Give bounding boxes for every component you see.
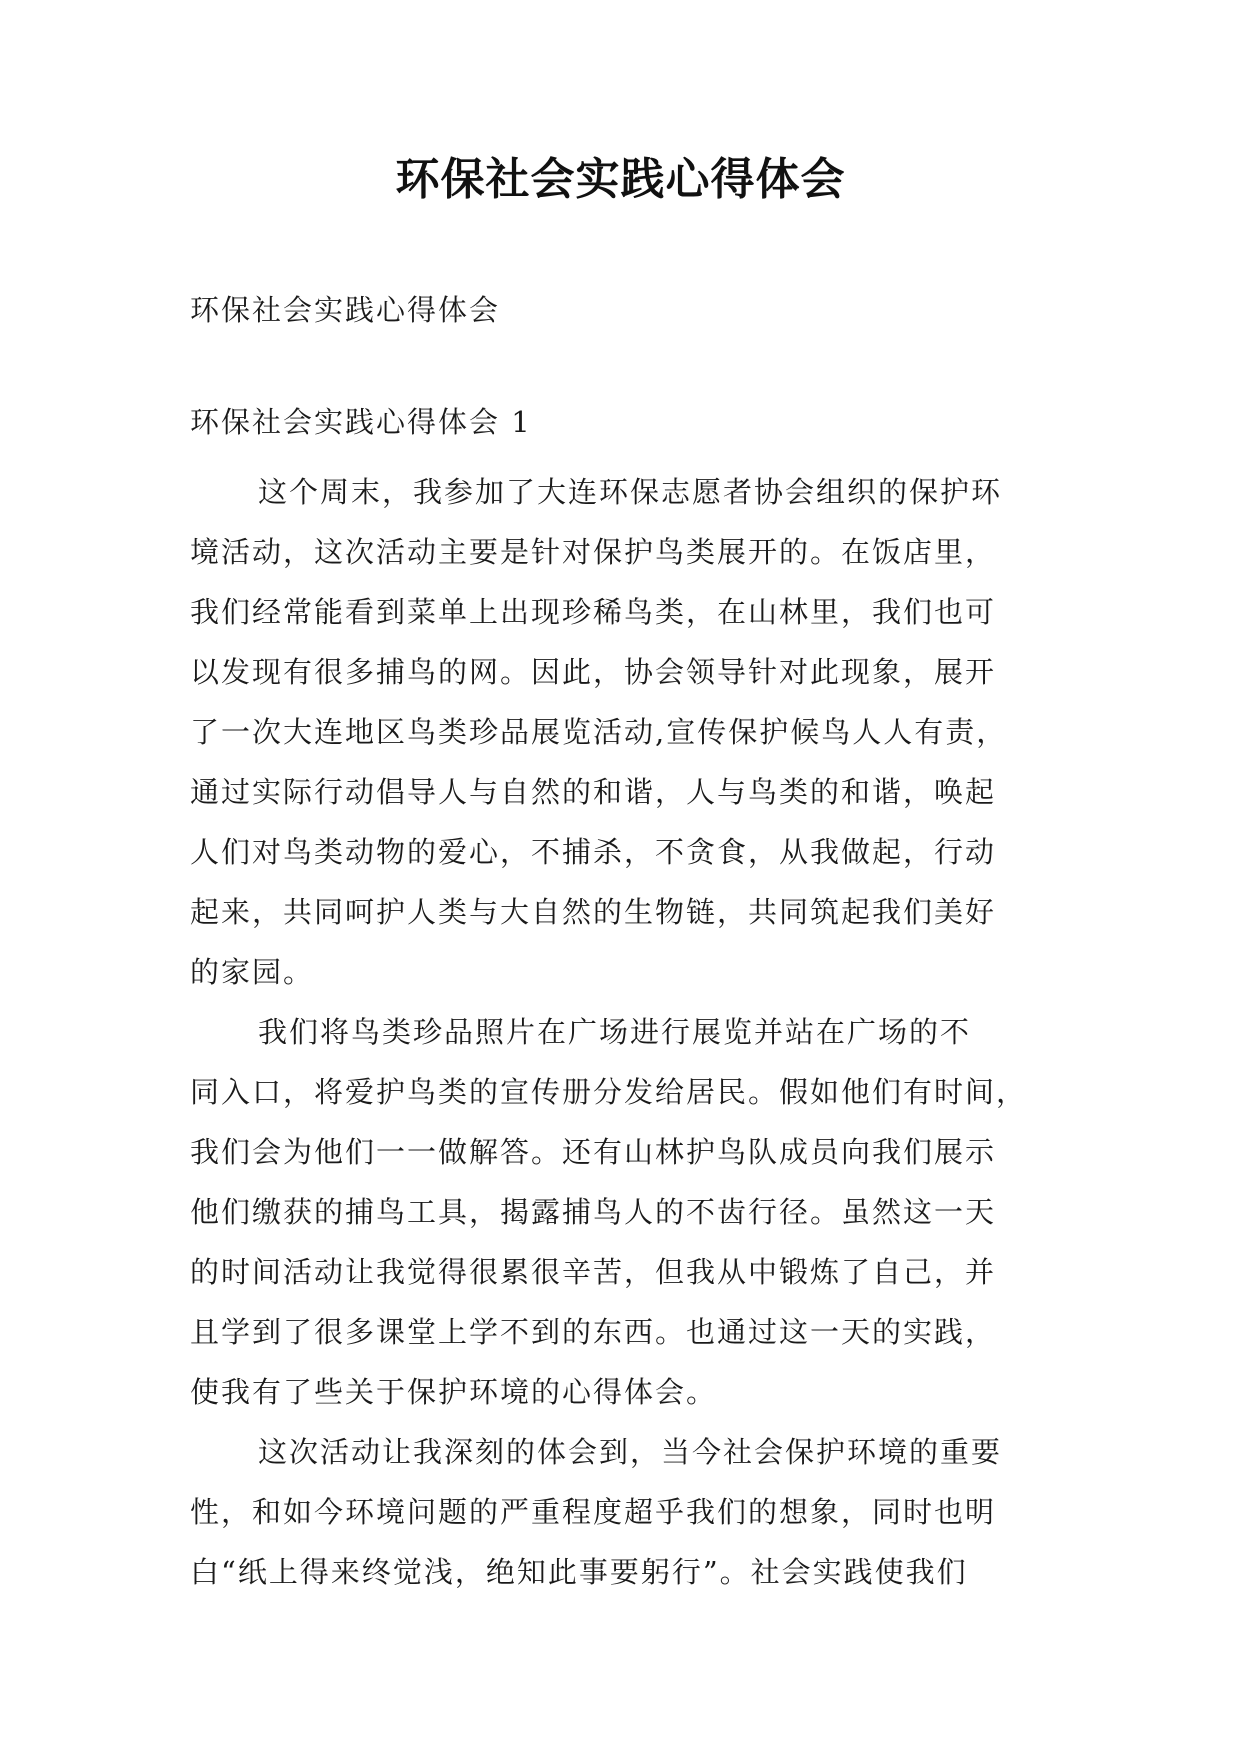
document-subtitle: 环保社会实践心得体会 (190, 293, 501, 327)
text-line: 使我有了些关于保护环境的心得体会。 (190, 1375, 718, 1409)
text-line: 的时间活动让我觉得很累很辛苦，但我从中锻炼了自己，并 (190, 1255, 997, 1289)
text-line: 了一次大连地区鸟类珍品展览活动,宣传保护候鸟人人有责， (190, 715, 1008, 749)
document-title: 环保社会实践心得体会 (395, 154, 846, 205)
section-heading: 环保社会实践心得体会 1 (190, 405, 532, 439)
text-line: 这个周末，我参加了大连环保志愿者协会组织的保护环 (258, 475, 1003, 509)
text-line: 同入口，将爱护鸟类的宣传册分发给居民。假如他们有时间， (190, 1075, 1028, 1109)
text-line: 这次活动让我深刻的体会到，当今社会保护环境的重要 (258, 1435, 1003, 1469)
text-line: 我们将鸟类珍品照片在广场进行展览并站在广场的不 (258, 1015, 972, 1049)
text-line: 他们缴获的捕鸟工具，揭露捕鸟人的不齿行径。虽然这一天 (190, 1195, 997, 1229)
text-line: 起来，共同呵护人类与大自然的生物链，共同筑起我们美好 (190, 895, 997, 929)
document-body (190, 402, 1050, 1602)
paragraph-lines (190, 462, 1050, 1602)
text-line: 以发现有很多捕鸟的网。因此，协会领导针对此现象，展开 (190, 655, 997, 689)
text-line: 通过实际行动倡导人与自然的和谐，人与鸟类的和谐，唤起 (190, 775, 997, 809)
text-line: 我们会为他们一一做解答。还有山林护鸟队成员向我们展示 (190, 1135, 997, 1169)
text-line: 人们对鸟类动物的爱心，不捕杀，不贪食，从我做起，行动 (190, 835, 997, 869)
text-line: 我们经常能看到菜单上出现珍稀鸟类，在山林里，我们也可 (190, 595, 997, 629)
text-line: 的家园。 (190, 955, 315, 989)
text-line: 白“纸上得来终觉浅，绝知此事要躬行”。社会实践使我们 (190, 1555, 968, 1589)
text-line: 性，和如今环境问题的严重程度超乎我们的想象，同时也明 (190, 1495, 997, 1529)
text-line: 且学到了很多课堂上学不到的东西。也通过这一天的实践， (190, 1315, 997, 1349)
text-line: 境活动，这次活动主要是针对保护鸟类展开的。在饭店里， (190, 535, 997, 569)
